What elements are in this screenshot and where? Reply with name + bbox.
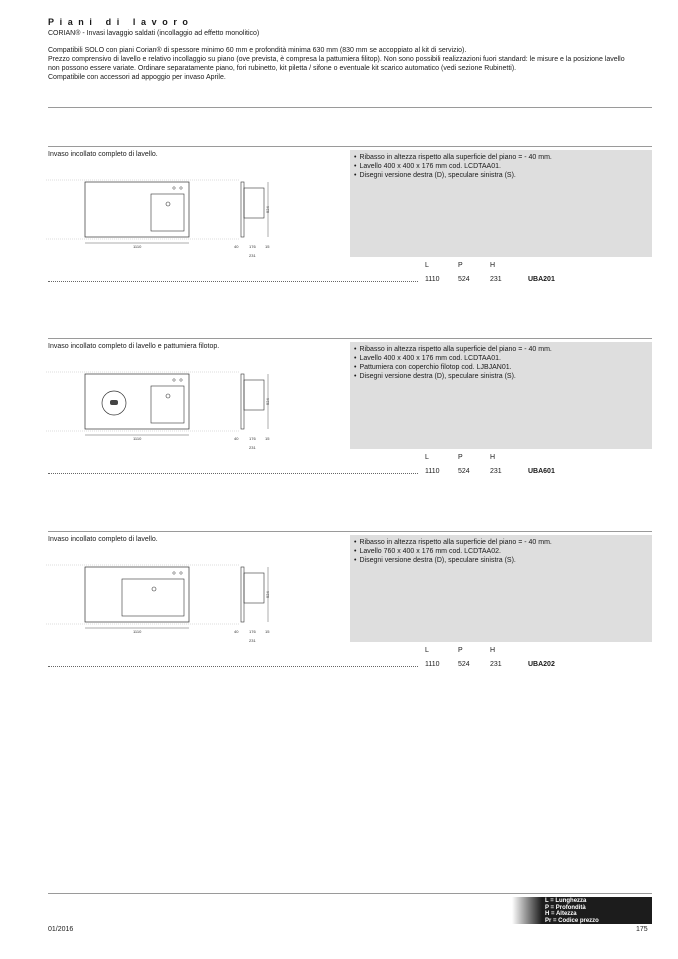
- dim-40: 40: [234, 244, 239, 249]
- intro-paragraph: Compatibili SOLO con piani Corian® di spessore minimo 60 mm e profondità minima 630 mm (830 mm se accoppiato al kit di servizio).: [48, 47, 467, 54]
- legend-item: Pr = Codice prezzo: [545, 917, 599, 924]
- col-header-l: L: [425, 647, 429, 654]
- spec-item: • Ribasso in altezza rispetto alla superficie del piano = - 40 mm.: [354, 153, 552, 162]
- section-divider: [48, 531, 652, 532]
- section-divider: [48, 146, 652, 147]
- spec-item: • Disegni versione destra (D), speculare sinistra (S).: [354, 171, 552, 180]
- drawing-sink-large: [44, 553, 284, 648]
- value-l: 1110: [425, 661, 440, 668]
- dim-231: 231: [249, 253, 256, 258]
- dim-depth: 524: [265, 591, 270, 598]
- page-title: Piani di lavoro: [48, 17, 194, 27]
- dim-231: 231: [249, 638, 256, 643]
- dim-depth: 524: [265, 398, 270, 405]
- divider: [48, 107, 652, 108]
- col-header-h: H: [490, 454, 496, 461]
- col-header-h: H: [490, 262, 496, 269]
- spec-item: • Pattumiera con coperchio filotop cod. LJBJAN01.: [354, 363, 552, 372]
- footer-date: 01/2016: [48, 926, 74, 933]
- col-header-p: P: [458, 647, 463, 654]
- drawing-sink-right: [44, 168, 284, 263]
- page-number: 175: [636, 926, 648, 933]
- dim-40: 40: [234, 436, 239, 441]
- legend-gradient: [512, 897, 542, 924]
- value-h: 231: [490, 661, 502, 668]
- value-p: 524: [458, 661, 470, 668]
- col-header-h: H: [490, 647, 496, 654]
- col-header-l: L: [425, 262, 429, 269]
- dim-15: 15: [265, 244, 270, 249]
- dim-231: 231: [249, 445, 256, 450]
- spec-box: [350, 342, 652, 449]
- legend-box: [512, 897, 652, 924]
- value-h: 231: [490, 468, 502, 475]
- dim-176: 176: [249, 244, 256, 249]
- spec-box: [350, 535, 652, 642]
- legend-item: H = Altezza: [545, 911, 577, 917]
- dim-width: 1110: [133, 244, 142, 249]
- dim-176: 176: [249, 629, 256, 634]
- col-header-p: P: [458, 454, 463, 461]
- legend-item: L = Lunghezza: [545, 898, 587, 904]
- spec-item: • Lavello 400 x 400 x 176 mm cod. LCDTAA01.: [354, 162, 552, 171]
- intro-text: [48, 46, 628, 82]
- spec-item: • Lavello 760 x 400 x 176 mm cod. LCDTAA02.: [354, 547, 552, 556]
- legend-item: P = Profondità: [545, 904, 586, 911]
- dim-15: 15: [265, 629, 270, 634]
- section-title: Invaso incollato completo di lavello e pattumiera filotop.: [48, 343, 220, 350]
- value-h: 231: [490, 276, 502, 283]
- dim-15: 15: [265, 436, 270, 441]
- dim-40: 40: [234, 629, 239, 634]
- spec-item: • Ribasso in altezza rispetto alla superficie del piano = - 40 mm.: [354, 345, 552, 354]
- dim-width: 1110: [133, 436, 142, 441]
- value-p: 524: [458, 468, 470, 475]
- value-l: 1110: [425, 276, 440, 283]
- spec-item: • Disegni versione destra (D), speculare sinistra (S).: [354, 372, 552, 381]
- dotted-leader: [48, 281, 418, 282]
- section-title: Invaso incollato completo di lavello.: [48, 151, 158, 158]
- dim-depth: 524: [265, 206, 270, 213]
- footer-divider: [48, 893, 652, 894]
- spec-item: • Lavello 400 x 400 x 176 mm cod. LCDTAA01.: [354, 354, 552, 363]
- section-title: Invaso incollato completo di lavello.: [48, 536, 158, 543]
- price-code: UBA601: [528, 468, 555, 475]
- dotted-leader: [48, 473, 418, 474]
- col-header-l: L: [425, 454, 429, 461]
- spec-item: • Disegni versione destra (D), speculare sinistra (S).: [354, 556, 552, 565]
- intro-paragraph: Prezzo comprensivo di lavello e relativo incollaggio su piano (ove prevista, è compresa la pattumiera filitop). Non sono possibili realizzazioni fuori standard: le misure e la posizione lavello non possono essere variate. Ordinare separatamente piano, fori rubinetto, kit piletta / sifone o eventuale kit scarico automatico (vedi sezione Rubinetti).: [48, 56, 625, 72]
- price-code: UBA202: [528, 661, 555, 668]
- intro-paragraph: Compatibile con accessori ad appoggio per invaso Aprile.: [48, 74, 226, 81]
- col-header-p: P: [458, 262, 463, 269]
- spec-item: • Ribasso in altezza rispetto alla superficie del piano = - 40 mm.: [354, 538, 552, 547]
- dotted-leader: [48, 666, 418, 667]
- dim-width: 1110: [133, 629, 142, 634]
- section-divider: [48, 338, 652, 339]
- drawing-sink-bin: [44, 360, 284, 455]
- page-subtitle: CORIAN® - Invasi lavaggio saldati (incollaggio ad effetto monolitico): [48, 30, 260, 37]
- value-l: 1110: [425, 468, 440, 475]
- spec-box: [350, 150, 652, 257]
- dim-176: 176: [249, 436, 256, 441]
- value-p: 524: [458, 276, 470, 283]
- price-code: UBA201: [528, 276, 555, 283]
